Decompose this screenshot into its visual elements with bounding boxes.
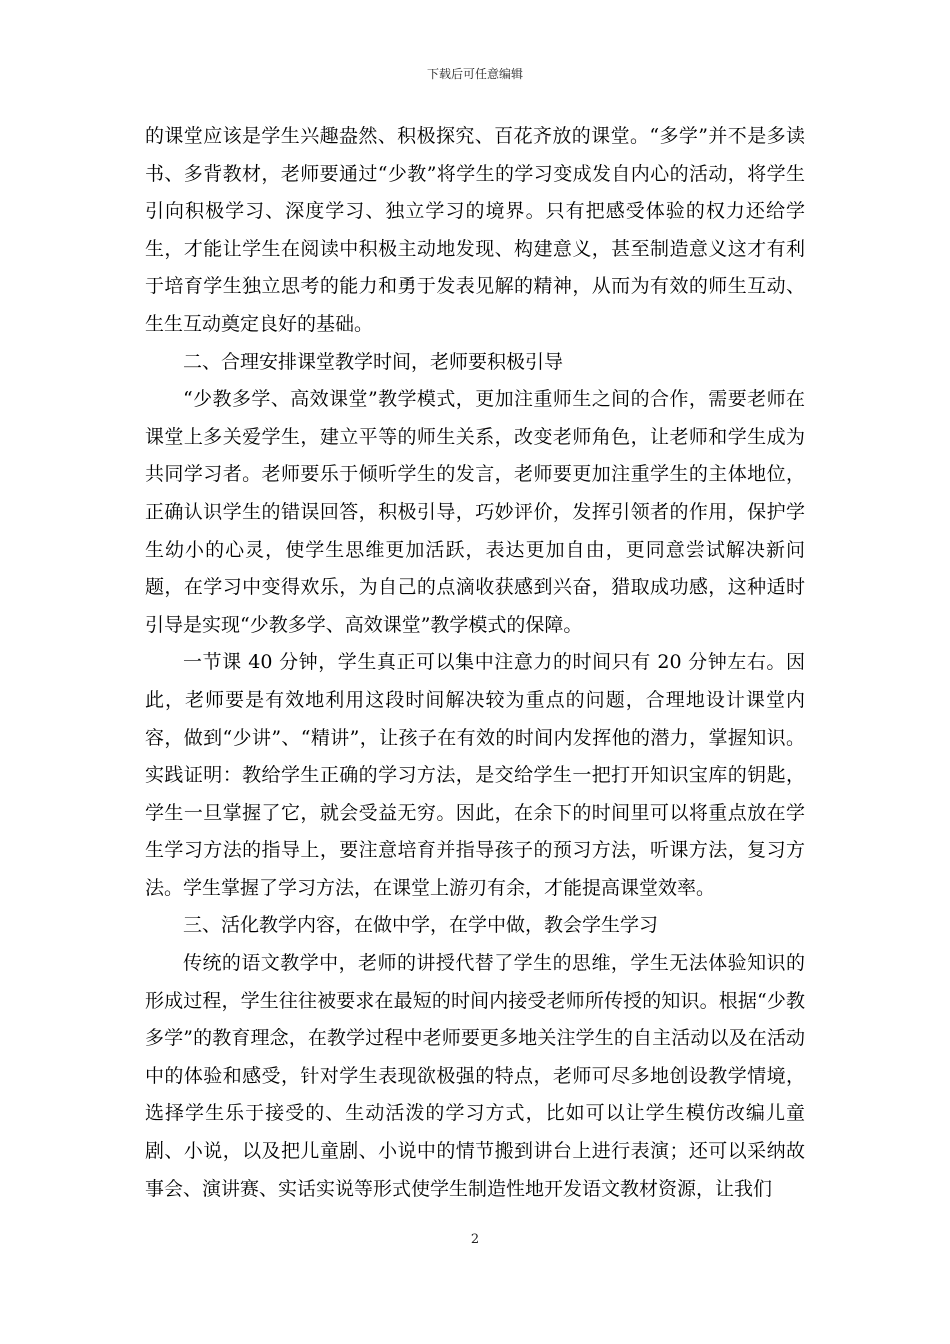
paragraph-teaching-model: “少教多学、高效课堂”教学模式，更加注重师生之间的合作，需要老师在课堂上多关爱学生，建立平等的师生关系，改变老师角色，让老师和学生成为共同学习者。老师要乐于倾听学生的发言，老师要更加注重学生的主体地位，正确认识学生的错误回答，积极引导，巧妙评价，发挥引领者的作用，保护学生幼小的心灵，使学生思维更加活跃，表达更加自由，更同意尝试解决新问题，在学习中变得欢乐，为自己的点滴收获感到兴奋，猎取成功感，这种适时引导是实现“少教多学、高效课堂”教学模式的保障。 [145, 388, 805, 636]
section-heading-three: 三、活化教学内容，在做中学，在学中做，教会学生学习 [183, 914, 659, 937]
page-header: 下载后可任意编辑 [426, 67, 523, 81]
paragraph-continuation: 的课堂应该是学生兴趣盎然、积极探究、百花齐放的课堂。“多学”并不是多读书、多背教材，老师要通过“少教”将学生的学习变成发自内心的活动，将学生引向积极学习、深度学习、独立学习的境界。只有把感受体验的权力还给学生，才能让学生在阅读中积极主动地发现、构建意义，甚至制造意义这才有利于培育学生独立思考的能力和勇于发表见解的精神，从而为有效的师生互动、生生互动奠定良好的基础。 [145, 125, 805, 335]
paragraph-class-time: 一节课 40 分钟，学生真正可以集中注意力的时间只有 20 分钟左右。因此，老师要是有效地利用这段时间解决较为重点的问题，合理地设计课堂内容，做到“少讲”、“精讲”，让孩子在有效的时间内发挥他的潜力，掌握知识。实践证明：教给学生正确的学习方法，是交给学生一把打开知识宝库的钥匙，学生一旦掌握了它，就会受益无穷。因此，在余下的时间里可以将重点放在学生学习方法的指导上，要注意培育并指导孩子的预习方法，听课方法，复习方法。学生掌握了学习方法，在课堂上游刃有余，才能提高课堂效率。 [145, 651, 805, 899]
paragraph-traditional-teaching: 传统的语文教学中，老师的讲授代替了学生的思维，学生无法体验知识的形成过程，学生往往被要求在最短的时间内接受老师所传授的知识。根据“少教多学”的教育理念，在教学过程中老师要更多地关注学生的自主活动以及在活动中的体验和感受，针对学生表现欲极强的特点，老师可尽多地创设教学情境，选择学生乐于接受的、生动活泼的学习方式，比如可以让学生模仿改编儿童剧、小说，以及把儿童剧、小说中的情节搬到讲台上进行表演；还可以采纳故事会、演讲赛、实话实说等形式使学生制造性地开发语文教材资源，让我们 [145, 952, 805, 1200]
document-body [145, 118, 805, 1208]
section-heading-two: 二、合理安排课堂教学时间，老师要积极引导 [183, 350, 564, 373]
page-number: 2 [470, 1232, 480, 1247]
